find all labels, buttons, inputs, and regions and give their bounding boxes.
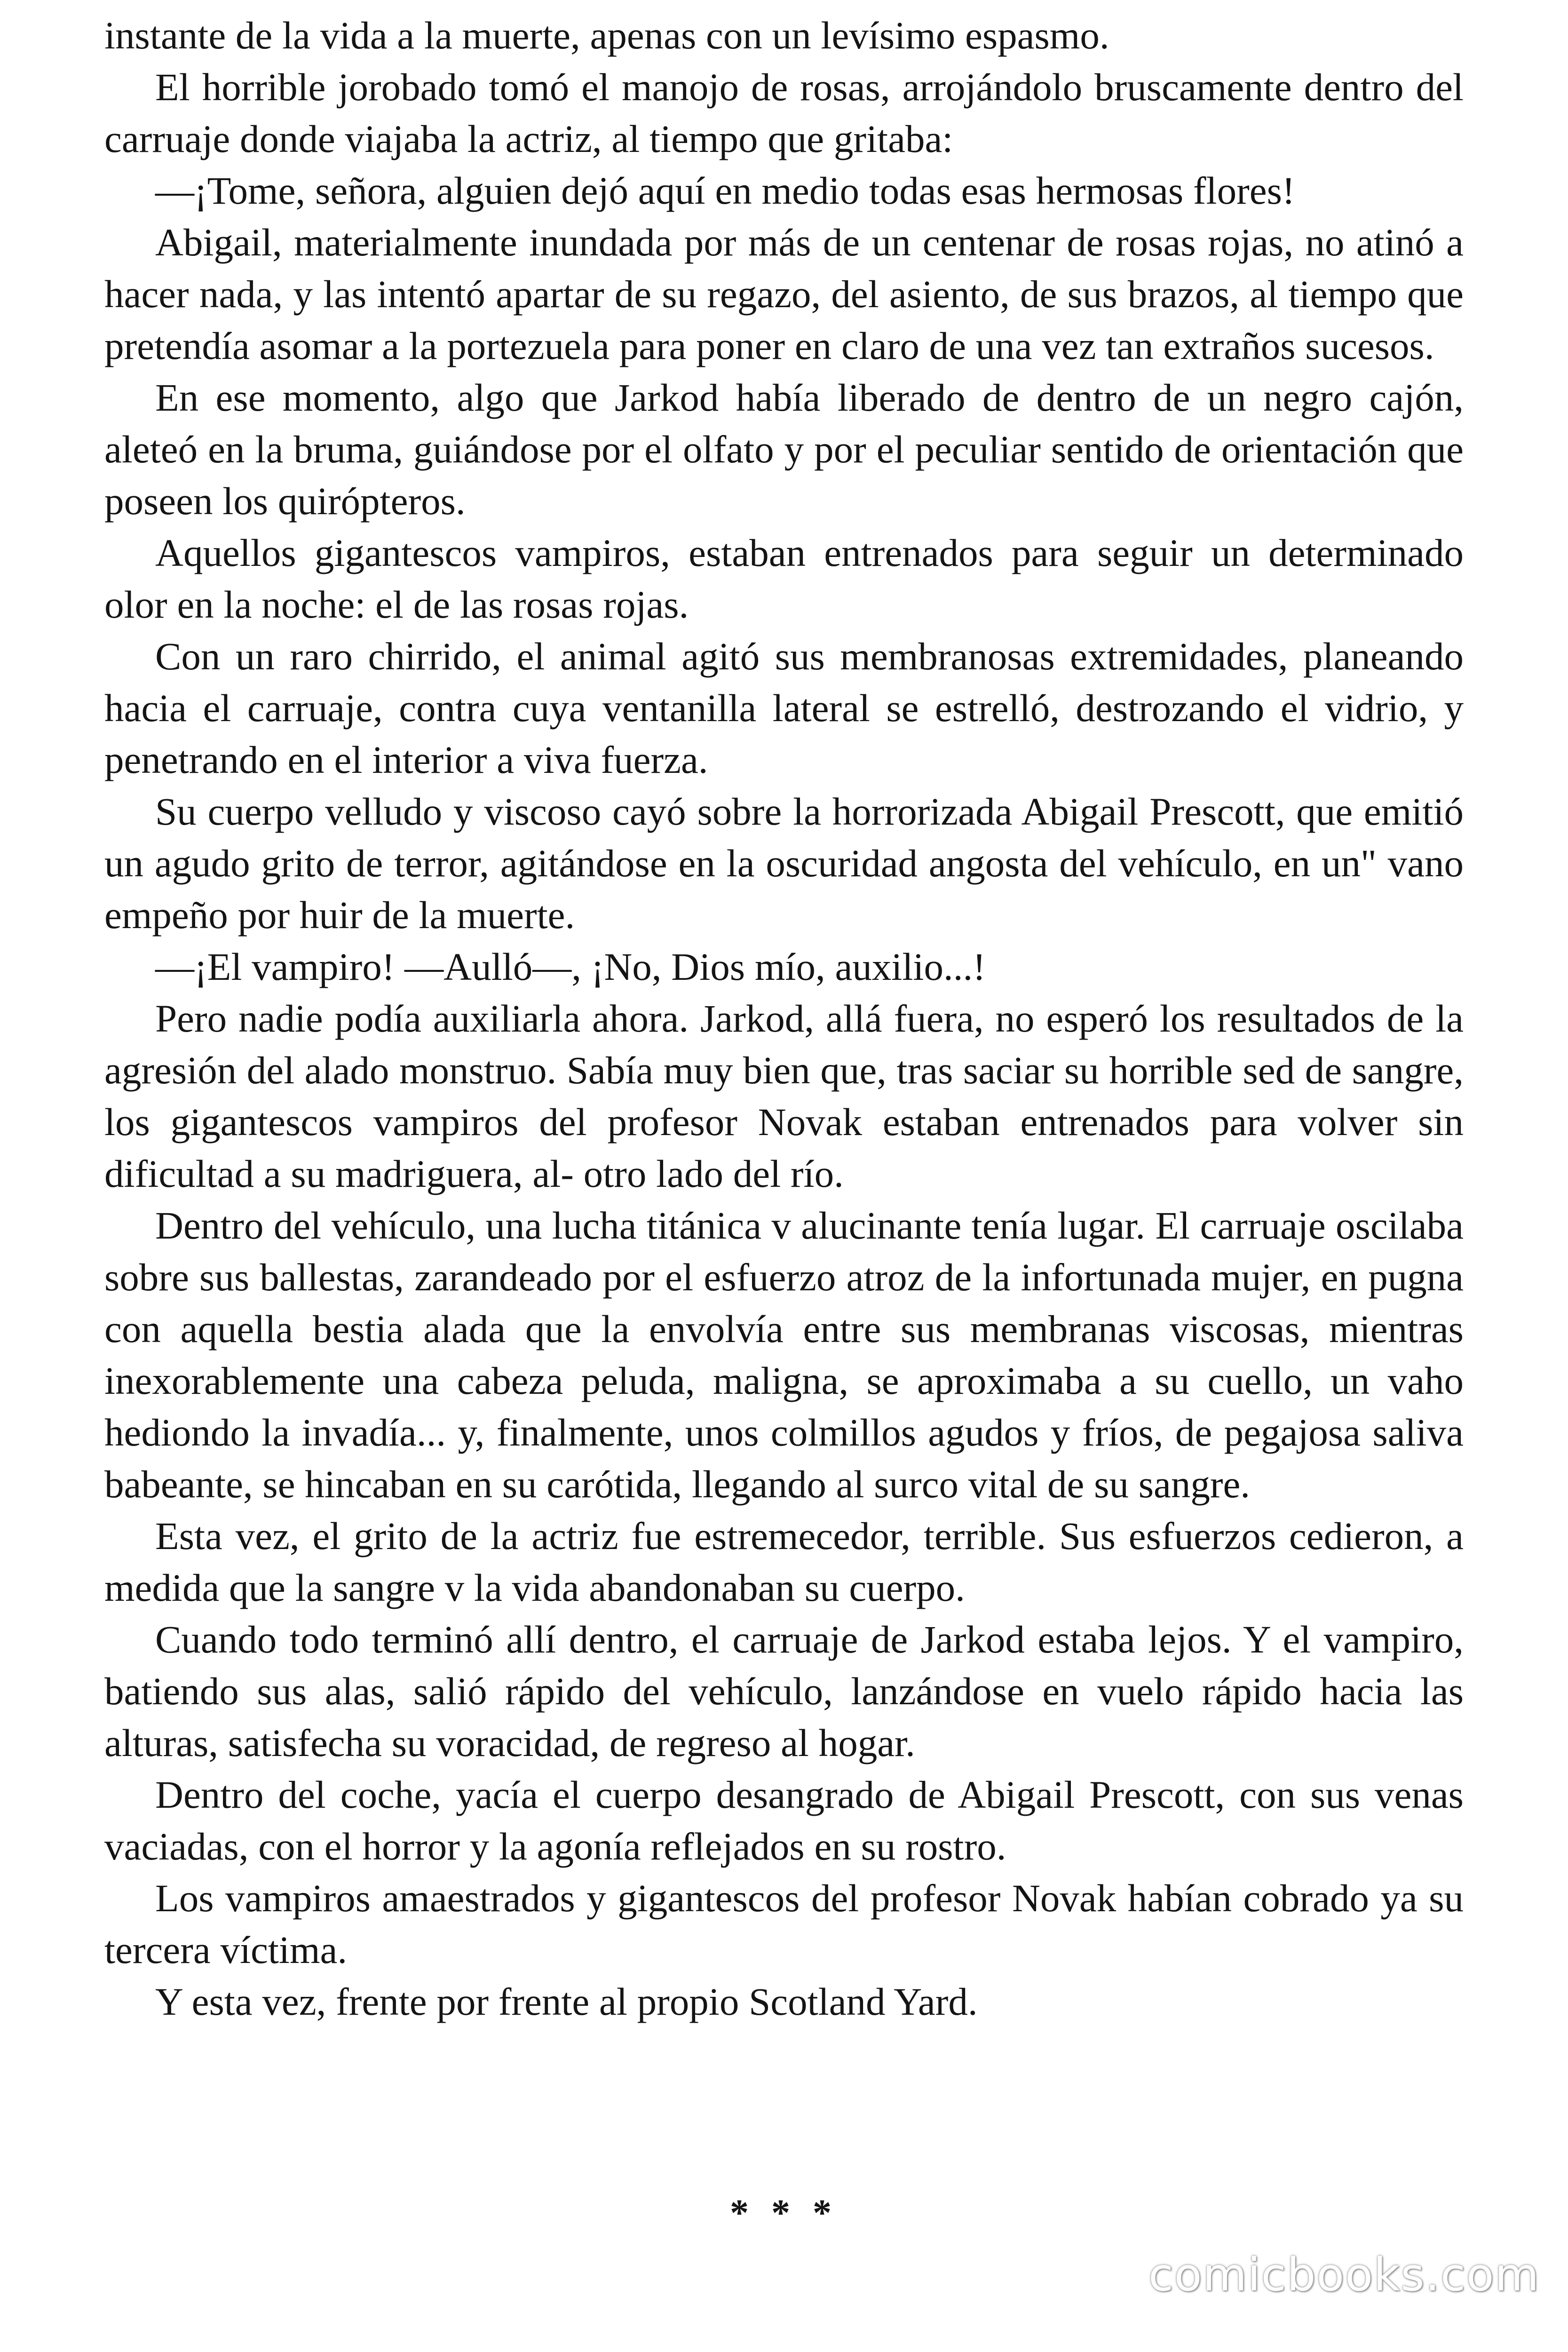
paragraph: Esta vez, el grito de la actriz fue estremecedor, terrible. Sus esfuerzos cedieron, a medida que la sangre v la vida abandonaban su cuerpo. bbox=[104, 1514, 1464, 1609]
paragraph: En ese momento, algo que Jarkod había liberado de dentro de un negro cajón, aleteó en la bruma, guiándose por el olfato y por el peculiar sentido de orientación que poseen los quirópteros. bbox=[104, 376, 1464, 523]
paragraph: Abigail, materialmente inundada por más de un centenar de rosas rojas, no atinó a hacer nada, y las intentó apartar de su regazo, del asiento, de sus brazos, al tiempo que pretendía asomar a la portezuela para poner en claro de una vez tan extraños sucesos. bbox=[104, 221, 1464, 367]
document-body bbox=[104, 9, 1464, 2027]
paragraph: Con un raro chirrido, el animal agitó sus membranosas extremidades, planeando hacia el carruaje, contra cuya ventanilla lateral se estrelló, destrozando el vidrio, y penetrando en el interior a viva fuerza. bbox=[104, 635, 1464, 781]
paragraph: —¡Tome, señora, alguien dejó aquí en medio todas esas hermosas flores! bbox=[155, 169, 1295, 212]
paragraph: instante de la vida a la muerte, apenas con un levísimo espasmo. bbox=[104, 14, 1109, 57]
dialogue-line: —¡El vampiro! —Aulló—, ¡No, Dios mío, auxilio...! bbox=[155, 945, 986, 988]
paragraph: Su cuerpo velludo y viscoso cayó sobre la horrorizada Abigail Prescott, que emitió un agudo grito de terror, agitándose en la oscuridad angosta del vehículo, en un" vano empeño por huir de la muerte. bbox=[104, 790, 1464, 937]
paragraph: Y esta vez, frente por frente al propio Scotland Yard. bbox=[155, 1980, 978, 2023]
paragraph: Aquellos gigantescos vampiros, estaban entrenados para seguir un determinado olor en la noche: el de las rosas rojas. bbox=[104, 531, 1464, 626]
watermark: comicbooks.com bbox=[1148, 2249, 1540, 2301]
paragraph: Cuando todo terminó allí dentro, el carruaje de Jarkod estaba lejos. Y el vampiro, batiendo sus alas, salió rápido del vehículo, lanzándose en vuelo rápido hacia las alturas, satisfecha su voracidad, de regreso al hogar. bbox=[104, 1618, 1464, 1764]
paragraph: Dentro del coche, yacía el cuerpo desangrado de Abigail Prescott, con sus venas vaciadas, con el horror y la agonía reflejados en su rostro. bbox=[104, 1773, 1464, 1868]
paragraph: El horrible jorobado tomó el manojo de rosas, arrojándolo bruscamente dentro del carruaje donde viajaba la actriz, al tiempo que gritaba: bbox=[104, 65, 1464, 160]
section-separator: * * * bbox=[730, 2193, 838, 2234]
paragraph: Pero nadie podía auxiliarla ahora. Jarkod, allá fuera, no esperó los resultados de la agresión del alado monstruo. Sabía muy bien que, tras saciar su horrible sed de sangre, los gigantescos vampiros del profesor Novak estaban entrenados para volver sin dificultad a su madriguera, al- otro lado del río. bbox=[104, 997, 1464, 1195]
paragraph: Los vampiros amaestrados y gigantescos del profesor Novak habían cobrado ya su tercera víctima. bbox=[104, 1876, 1464, 1971]
paragraph: Dentro del vehículo, una lucha titánica v alucinante tenía lugar. El carruaje oscilaba sobre sus ballestas, zarandeado por el esfuerzo atroz de la infortunada mujer, en pugna con aquella bestia alada que la envolvía entre sus membranas viscosas, mientras inexorablemente una cabeza peluda, maligna, se aproximaba a su cuello, un vaho hediondo la invadía... y, finalmente, unos colmillos agudos y fríos, de pegajosa saliva babeante, se hincaban en su carótida, llegando al surco vital de su sangre. bbox=[104, 1204, 1464, 1506]
